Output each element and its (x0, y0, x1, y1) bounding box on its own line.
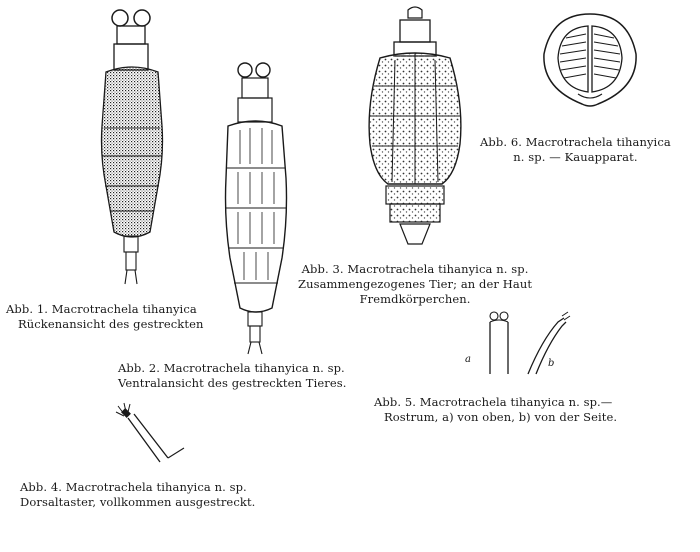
figure-6-caption-line-2: n. sp. — Kauapparat. (513, 150, 638, 164)
figure-4-caption (20, 480, 255, 510)
figure-6-caption (480, 135, 671, 165)
rotifer-contracted-drawing (360, 4, 470, 256)
figure-6-drawing (538, 10, 642, 110)
figure-2-caption-line-2: Ventralansicht des gestreckten Tieres. (118, 376, 347, 390)
figure-4-caption-line-2: Dorsaltaster, vollkommen ausgestreckt. (20, 495, 256, 509)
figure-1-drawing (92, 6, 172, 296)
figure-1-caption (6, 302, 204, 332)
figure-3-caption (298, 262, 532, 307)
figure-5-caption-line-1: Abb. 5. Macrotrachela tihanyica n. sp.— (374, 395, 613, 409)
figure-1-caption-line-2: Rückenansicht des gestreckten (18, 317, 204, 331)
figure-3-caption-line-1: Abb. 3. Macrotrachela tihanyica n. sp. (301, 262, 529, 276)
figure-3-caption-line-3: Fremdkörperchen. (359, 292, 471, 306)
figure-5-drawing (462, 310, 592, 382)
figure-4-caption-line-1: Abb. 4. Macrotrachela tihanyica n. sp. (20, 480, 247, 494)
figure-3-caption-line-2: Zusammengezogenes Tier; an der Haut (298, 277, 533, 291)
rostrum-label-a: a (465, 354, 471, 365)
figure-2-caption-line-1: Abb. 2. Macrotrachela tihanyica n. sp. (118, 361, 345, 375)
dorsal-tentacle-drawing (112, 400, 192, 470)
mastax-drawing (538, 10, 642, 110)
figure-1-caption-line-1: Abb. 1. Macrotrachela tihanyica (6, 302, 197, 316)
figure-2-drawing (216, 58, 296, 358)
figure-6-caption-line-1: Abb. 6. Macrotrachela tihanyica (480, 135, 671, 149)
figure-2-caption (118, 361, 347, 391)
rostrum-drawing (462, 310, 592, 382)
figure-5-caption (374, 395, 617, 425)
figure-4-drawing (112, 400, 192, 470)
figure-5-caption-line-2: Rostrum, a) von oben, b) von der Seite. (384, 410, 618, 424)
rostrum-label-b: b (548, 358, 555, 369)
figure-3-drawing (360, 4, 470, 256)
rotifer-dorsal-drawing (92, 6, 172, 296)
rotifer-ventral-drawing (216, 58, 296, 358)
